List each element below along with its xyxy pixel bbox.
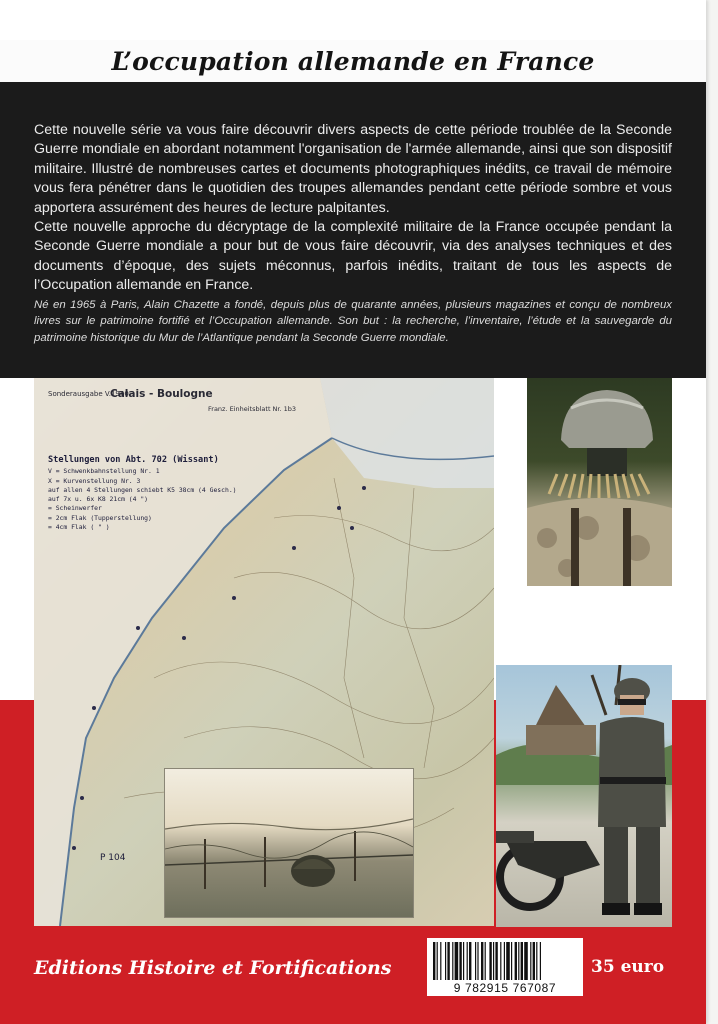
barcode-bar	[540, 942, 541, 980]
barcode-bar	[515, 942, 517, 980]
barcode-bar	[485, 942, 486, 980]
price-label: 35 euro	[591, 957, 665, 977]
title-band	[0, 40, 706, 82]
map-note-line: = Scheinwerfer	[48, 504, 102, 513]
barcode-bar	[489, 942, 491, 980]
barcode-bar	[500, 942, 501, 980]
military-map-image	[34, 378, 494, 926]
barcode-bar	[521, 942, 523, 980]
barcode-bar	[459, 942, 461, 980]
author-bio: Né en 1965 à Paris, Alain Chazette a fondé, depuis plus de quarante années, plusieurs magazines et conçu de nombreux livres sur le patrimoine fortifié et l’Occupation allemande. Son but : la recherche, l’inventaire, l’étude et la sauvegarde du patrimoine historique du Mur de l’Atlantique pendant la Seconde Guerre mondiale.	[34, 299, 672, 344]
barcode-bar	[475, 942, 476, 980]
map-note-line: V = Schwenkbahnstellung Nr. 1	[48, 467, 160, 476]
barbed-wire-photo	[164, 768, 414, 918]
barcode-bar	[493, 942, 494, 980]
helmet-photo	[527, 378, 672, 586]
barcode-bar	[533, 942, 535, 980]
description-paragraph-2: Cette nouvelle approche du décryptage de la complexité militaire de la France occupée pendant la Seconde Guerre mondiale a pour but de vous faire découvrir, via des analyses techniques et des documents d’époque, des sujets méconnus, parfois inédits, traitant de tous les aspects de l’Occupation allemande en France.	[34, 219, 672, 294]
description-paragraph-1: Cette nouvelle série va vous faire découvrir divers aspects de cette période troublée de la Seconde Guerre mondiale en abordant notamment l'organisation de l'armée allemande, ainsi que son dispositif militaire. Illustré de nombreuses cartes et documents photographiques inédits, ce travail de mémoire vous fera pénétrer dans le quotidien des troupes allemandes pendant cette période sombre et vous apportera assurément des heures de lecture palpitantes.	[34, 122, 672, 216]
helmet-illustration	[527, 378, 672, 586]
book-description	[34, 121, 672, 296]
barbed-wire-illustration	[165, 769, 413, 917]
map-note-line: = 4cm Flak ( " )	[48, 523, 110, 532]
barcode-bar	[504, 942, 505, 980]
map-legend-notes	[48, 456, 268, 532]
map-note-line: auf allen 4 Stellungen schiebt K5 38cm (4 Gesch.)	[48, 485, 237, 494]
barcode-bar	[463, 942, 464, 980]
barcode-bar	[469, 942, 471, 980]
barcode-bars	[427, 938, 583, 982]
map-note-line: = 2cm Flak (Tupperstellung)	[48, 513, 152, 522]
map-note-line: auf 7x u. 6x K8 21cm (4 ")	[48, 495, 149, 504]
map-edition-label: Sonderausgabe V.1940	[48, 390, 129, 398]
barcode-bar	[511, 942, 512, 980]
book-title: L’occupation allemande en France	[111, 46, 595, 76]
barcode-bar	[433, 942, 435, 980]
publisher-name: Editions Histoire et Fortifications	[34, 957, 392, 979]
map-sheet-marker: P 104	[100, 853, 126, 863]
map-notes-heading: Stellungen von Abt. 702 (Wissant)	[48, 455, 219, 465]
isbn-barcode	[427, 938, 583, 996]
barcode-bar	[445, 942, 446, 980]
barcode-bar	[495, 942, 497, 980]
barcode-bar	[477, 942, 478, 980]
soldier-illustration	[496, 665, 672, 927]
barcode-bar	[506, 942, 510, 980]
barcode-bar	[530, 942, 531, 980]
isbn-digits: 9 782915 767087	[453, 981, 557, 995]
barcode-bar	[481, 942, 483, 980]
barcode-bar	[518, 942, 519, 980]
map-note-line: X = Kurvenstellung Nr. 3	[48, 476, 141, 485]
barcode-bar	[447, 942, 449, 980]
barcode-bar	[536, 942, 537, 980]
barcode-bar	[440, 942, 441, 980]
barcode-bar	[467, 942, 468, 980]
soldier-motorcycle-photo	[496, 665, 672, 927]
barcode-bar	[524, 942, 528, 980]
barcode-bar	[455, 942, 459, 980]
barcode-bar	[452, 942, 453, 980]
map-title: Calais - Boulogne	[110, 388, 213, 400]
map-sheet-label: Franz. Einheitsblatt Nr. 1b3	[208, 405, 297, 413]
barcode-bar	[437, 942, 438, 980]
